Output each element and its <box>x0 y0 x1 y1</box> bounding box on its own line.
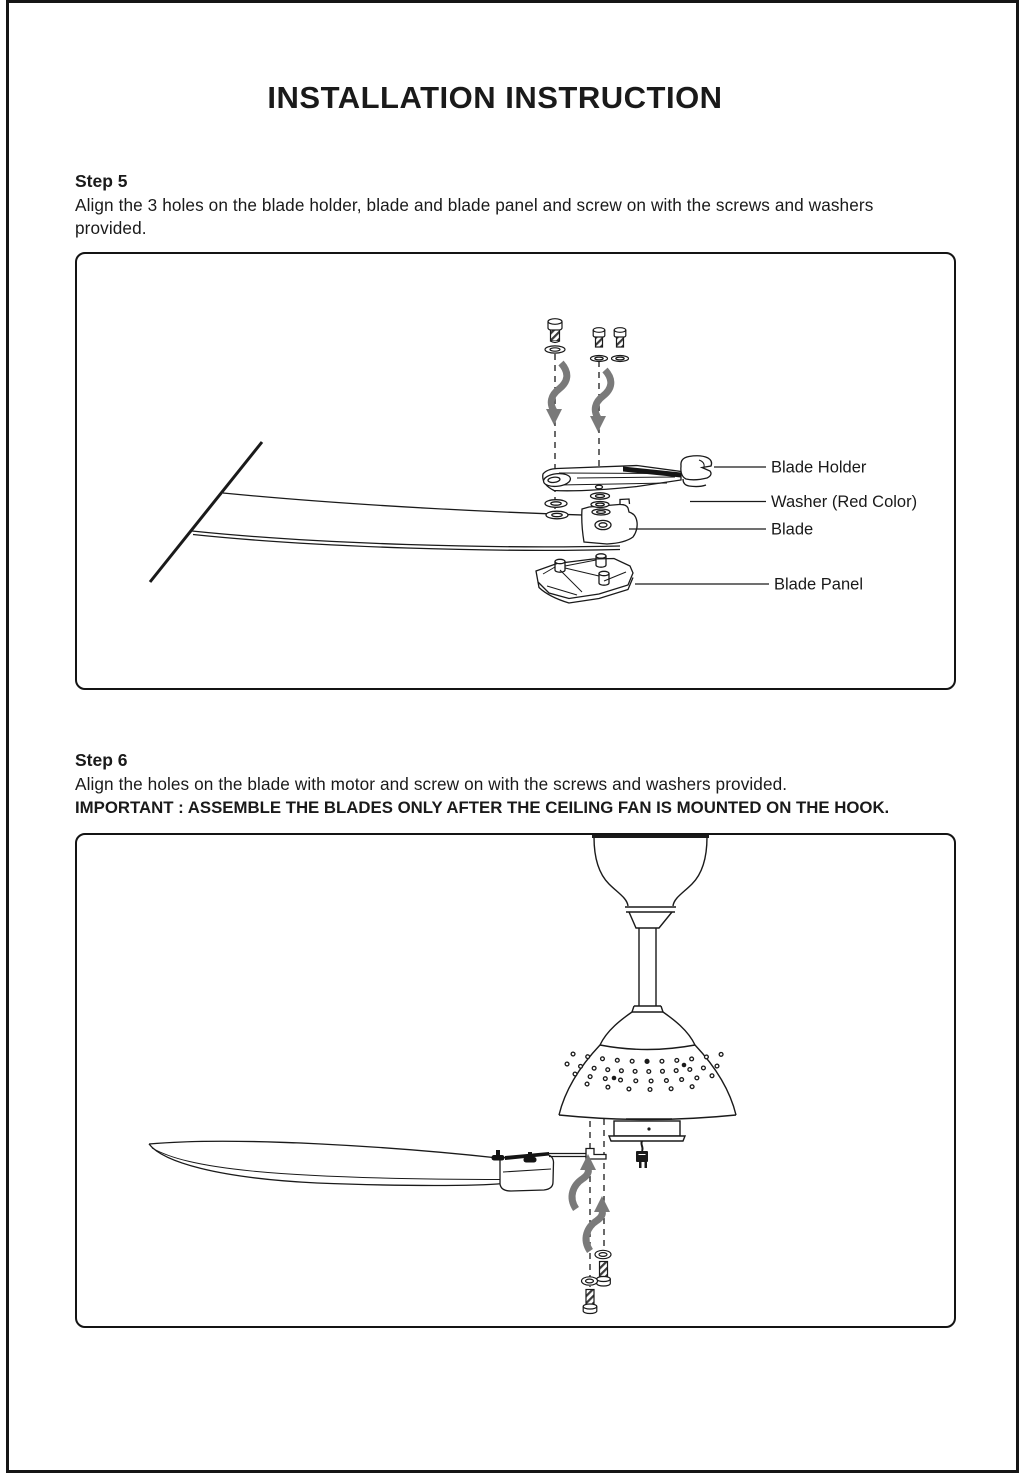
step5-diagram <box>77 254 954 688</box>
vent-hole-dots <box>567 1054 729 1090</box>
step5-body: Align the 3 holes on the blade holder, blade and blade panel and screw on with the screws and washers provided. <box>75 195 874 238</box>
insert-direction-arrows <box>546 363 611 432</box>
screws-and-washers <box>545 319 629 362</box>
label-blade-holder: Blade Holder <box>771 458 867 477</box>
blade-assembly-drawing <box>149 1141 606 1191</box>
blade-corner-piece <box>582 499 637 544</box>
step6-body: Align the holes on the blade with motor and screw on with the screws and washers provided. <box>75 774 788 794</box>
holder-end-clip <box>681 456 712 480</box>
step5-diagram-box <box>75 252 956 690</box>
blade-holder-drawing <box>543 456 712 491</box>
alignment-dashed-lines <box>555 354 599 517</box>
label-washer: Washer (Red Color) <box>771 493 918 511</box>
blade-panel-drawing <box>536 554 633 603</box>
step6-section <box>75 750 980 819</box>
page-title: INSTALLATION INSTRUCTION <box>267 80 723 115</box>
step5-section <box>75 171 920 240</box>
step6-important-note: IMPORTANT : ASSEMBLE THE BLADES ONLY AFTER THE CEILING FAN IS MOUNTED ON THE HOOK. <box>75 798 890 817</box>
wire-plug-drawing <box>636 1141 648 1168</box>
label-blade: Blade <box>771 520 814 539</box>
motor-hub-drawing <box>609 1119 685 1141</box>
step6-heading: Step 6 <box>75 750 128 770</box>
step6-diagram-box <box>75 833 956 1328</box>
screws-washers-bottom <box>582 1250 612 1313</box>
canopy-drawing <box>592 837 709 929</box>
step6-diagram <box>77 835 954 1326</box>
label-blade-panel: Blade Panel <box>774 575 863 594</box>
downrod-drawing <box>632 928 663 1012</box>
step5-heading: Step 5 <box>75 171 128 191</box>
motor-housing-drawing <box>559 1012 736 1120</box>
blade-crop-line <box>150 442 262 582</box>
